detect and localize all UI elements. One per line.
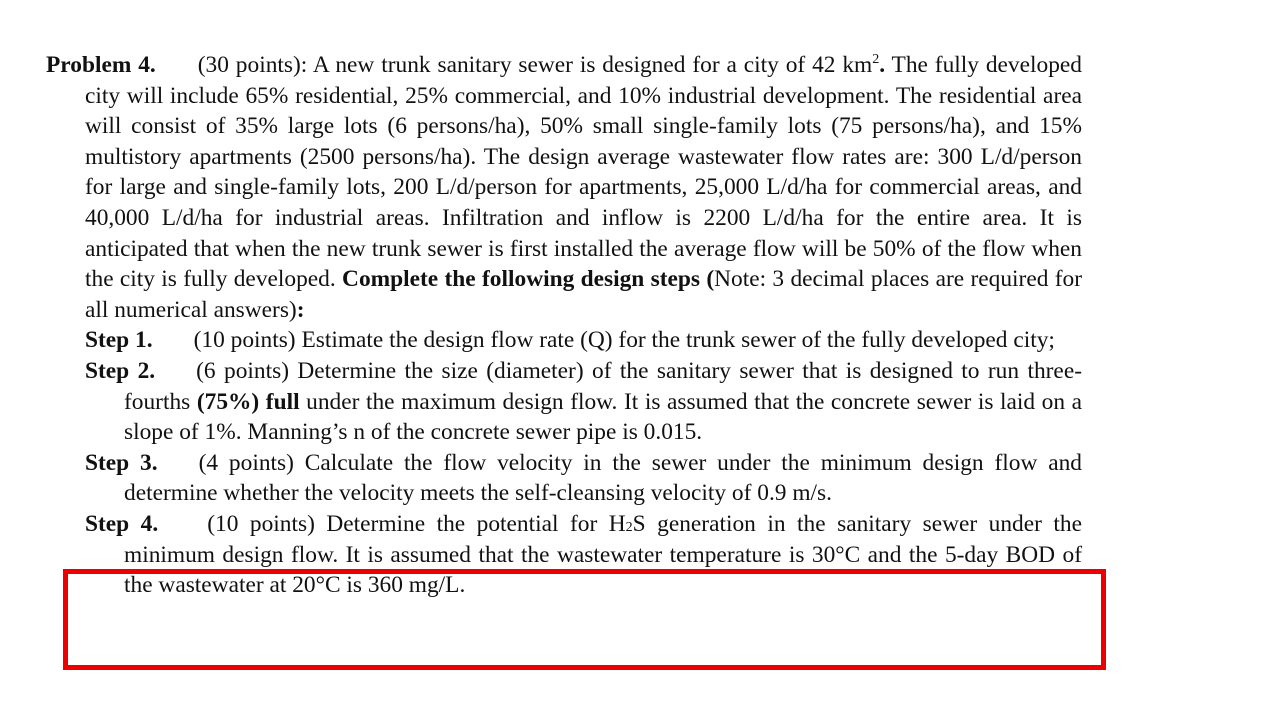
step-1 [46, 325, 1082, 356]
problem-body-text: The fully developed city will include 65% residential, 25% commercial, and 10% industrial development. The residential area will consist of 35% large lots (6 persons/ha), 50% small single-family lots (75 persons/ha), and 15% multistory apartments (2500 persons/ha). The design average wastewater flow rates are: 300 L/d/person for large and single-family lots, 200 L/d/person for apartments, 25,000 L/d/ha for commercial areas, and 40,000 L/d/ha for industrial areas. Infiltration and inflow is 2200 L/d/ha for the entire area. It is anticipated that when the new trunk sewer is first installed the average flow will be 50% of the flow when the city is fully developed. [85, 52, 1082, 293]
step-2-text-b: under the maximum design flow. It is assumed that the concrete sewer is laid on a slope of 1%. Manning’s n of the concrete sewer pipe is 0.015. [124, 388, 1082, 446]
h2s-subscript: 2 [625, 519, 633, 535]
instruction-colon: : [296, 296, 305, 323]
problem-label: Problem 4. [46, 52, 156, 78]
problem-statement [46, 50, 1082, 325]
step-2-label: Step 2. [85, 357, 156, 384]
problem-document [46, 50, 1082, 601]
step-2-text-a: (6 points) Determine the size (diameter) of the sanitary sewer that is designed to run three-fourths [124, 357, 1082, 415]
step-1-label: Step 1. [85, 327, 153, 354]
step-2-bold: (75%) full [196, 388, 300, 415]
step-3 [46, 448, 1082, 509]
problem-period: . [879, 52, 886, 78]
step-4-text-b: S generation in the sanitary sewer under the minimum design flow. It is assumed that the wastewater temperature is 30°C and the 5-day BOD of the wastewater at 20°C is 360 mg/L. [124, 510, 1082, 599]
step-2 [46, 356, 1082, 448]
step-3-text: (4 points) Calculate the flow velocity in the sewer under the minimum design flow and determine whether the velocity meets the self-cleansing velocity of 0.9 m/s. [124, 449, 1082, 507]
km-squared-superscript: 2 [872, 52, 880, 68]
instruction-bold: Complete the following design steps ( [342, 266, 715, 293]
problem-points-text: (30 points): A new trunk sanitary sewer is designed for a city of 42 km [197, 52, 873, 78]
step-4-label: Step 4. [85, 510, 159, 537]
step-4-text-a: (10 points) Determine the potential for H [207, 510, 626, 537]
instruction-note: Note: 3 decimal places are required for all numerical answers) [85, 266, 1082, 323]
step-4-highlight-box [63, 569, 1106, 670]
step-1-text: (10 points) Estimate the design flow rate (Q) for the trunk sewer of the fully developed city; [193, 327, 1055, 354]
step-3-label: Step 3. [85, 449, 158, 476]
